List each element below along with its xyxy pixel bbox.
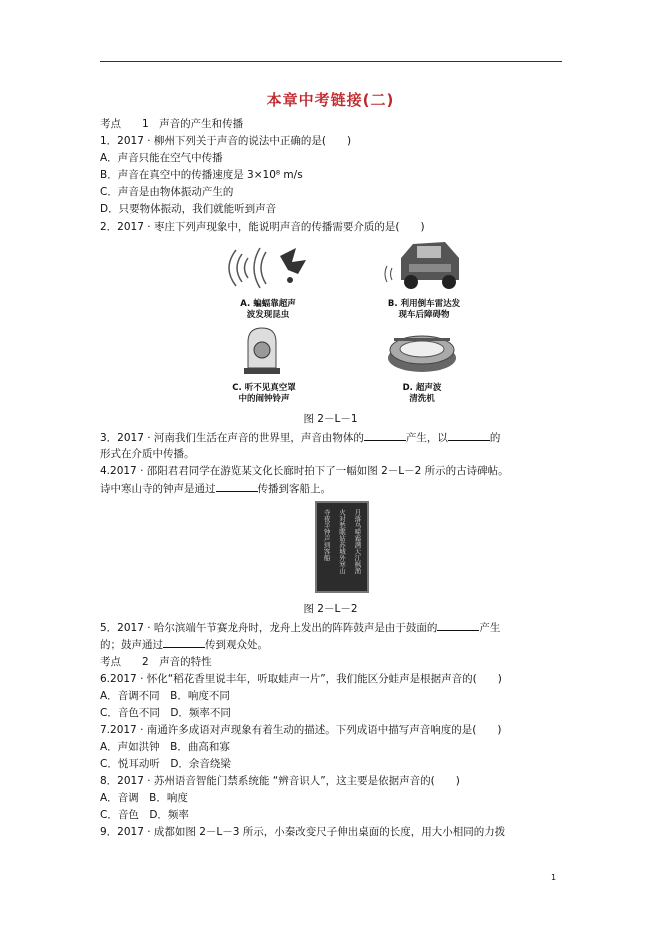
q5-text-1: 5．2017 · 哈尔滨端午节赛龙舟时，龙舟上发出的阵阵鼓声是由于鼓面的 [100, 622, 438, 634]
q7-options-ab: A．声如洪钟 B．曲高和寡 [100, 741, 230, 753]
bat-ultrasound-illustration [218, 240, 318, 296]
q7-options-cd: C．悦耳动听 D．余音绕梁 [100, 758, 231, 770]
q4-line1: 4.2017 · 邵阳君君同学在游览某文化长廊时拍下了一幅如图 2－L－2 所示的古诗碑帖。 [100, 465, 509, 477]
q1-option-a: A．声音只能在空气中传播 [100, 152, 223, 164]
page-number: 1 [551, 873, 557, 882]
figure-caption-d [384, 383, 460, 405]
ultrasonic-cleaner-illustration [384, 328, 460, 376]
section-heading-2: 考点 2 声音的特性 [100, 656, 212, 668]
q6-stem: 6.2017 · 怀化“稻花香里说丰年，听取蛙声一片”，我们能区分蛙声是根据声音的( ) [100, 673, 502, 685]
car-reverse-radar-illustration [383, 236, 465, 296]
caption-d-line1: D. 超声波 [402, 383, 442, 393]
q5-text-2: 产生 [479, 622, 501, 634]
figure-label-2-L-2: 图 2－L－2 [303, 603, 358, 615]
answer-blank [448, 429, 490, 441]
q6-options-cd: C．音色不同 D．频率不同 [100, 707, 231, 719]
q8-options-cd: C．音色 D．频率 [100, 809, 189, 821]
caption-b-line2: 现车后障碍物 [398, 310, 450, 320]
q4-text-1: 诗中寒山寺的钟声是通过 [100, 483, 216, 495]
q7-stem: 7.2017 · 南通许多成语对声现象有着生动的描述。下列成语中描写声音响度的是( ) [100, 724, 502, 736]
q8-options-ab: A．音调 B．响度 [100, 792, 188, 804]
q1-stem: 1．2017 · 柳州下列关于声音的说法中正确的是( ) [100, 135, 352, 147]
q5-line2 [100, 636, 268, 653]
answer-blank [163, 636, 205, 648]
q8-stem: 8．2017 · 苏州语音智能门禁系统能 “辨音识人”，这主要是依据声音的( ) [100, 775, 460, 787]
q1-option-d: D．只要物体振动，我们就能听到声音 [100, 203, 277, 215]
caption-a-line2: 波发现昆虫 [246, 310, 290, 320]
answer-blank [437, 619, 479, 631]
stele-column-2: 火对愁眠姑苏城外寒山 [337, 509, 346, 574]
figure-caption-b [376, 299, 472, 321]
stele-column-1: 月落乌啼霜满天江枫渔 [353, 509, 362, 574]
q4-line2 [100, 480, 331, 497]
figure-caption-c [222, 383, 306, 405]
stele-column-3: 寺夜半钟声到客船 [322, 509, 331, 561]
q3-text-2: 产生，以 [405, 432, 448, 444]
caption-c-line2: 中的闹钟铃声 [238, 394, 290, 404]
q3-text-3: 的 [489, 432, 501, 444]
q5-text-3: 的；鼓声通过 [100, 639, 163, 651]
section-heading-1: 考点 1 声音的产生和传播 [100, 118, 244, 130]
q6-options-ab: A．音调不同 B．响度不同 [100, 690, 230, 702]
header-rule [100, 61, 562, 62]
vacuum-bell-jar-illustration [242, 326, 282, 376]
q3-line1 [100, 429, 500, 446]
q4-text-2: 传播到客船上。 [257, 483, 331, 495]
page-title: 本章中考链接(二) [266, 91, 395, 109]
caption-c-line1: C. 听不见真空罩 [232, 383, 296, 393]
q9-stem: 9．2017 · 成都如图 2－L－3 所示，小秦改变尺子伸出桌面的长度，用大小相同的力拨 [100, 826, 506, 838]
figure-caption-a [228, 299, 308, 321]
q1-option-c: C．声音是由物体振动产生的 [100, 186, 234, 198]
answer-blank [364, 429, 406, 441]
q1-option-b: B．声音在真空中的传播速度是 3×10⁸ m/s [100, 169, 303, 181]
stele-rubbing-image [315, 501, 369, 593]
caption-a-line1: A. 蝙蝠靠超声 [240, 299, 296, 309]
q3-text-1: 3．2017 · 河南我们生活在声音的世界里，声音由物体的 [100, 432, 364, 444]
answer-blank [216, 480, 258, 492]
caption-b-line1: B. 利用倒车雷达发 [387, 299, 461, 309]
q3-line2: 形式在介质中传播。 [100, 448, 195, 460]
q5-text-4: 传到观众处。 [205, 639, 268, 651]
q5-line1 [100, 619, 500, 636]
figure-label-2-L-1: 图 2－L－1 [303, 413, 358, 425]
caption-d-line2: 清洗机 [409, 394, 435, 404]
q2-stem: 2．2017 · 枣庄下列声现象中，能说明声音的传播需要介质的是( ) [100, 221, 425, 233]
